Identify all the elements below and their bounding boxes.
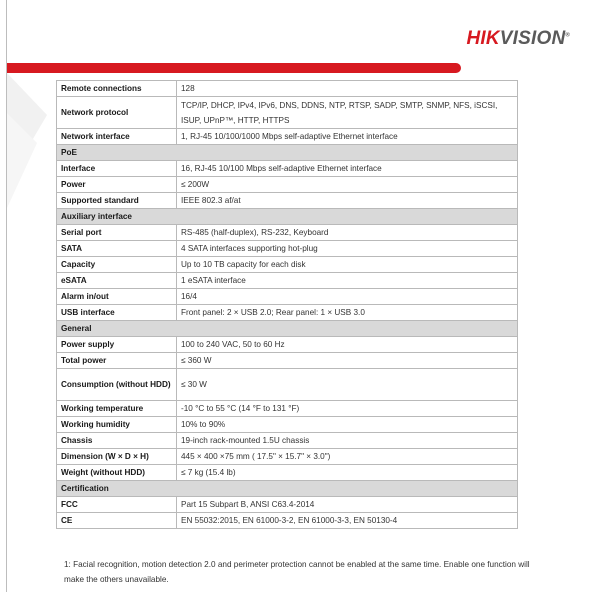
section-header-row <box>57 209 518 225</box>
section-header-label: Auxiliary interface <box>57 209 518 225</box>
spec-value: 16, RJ-45 10/100 Mbps self-adaptive Ethernet interface <box>177 161 518 177</box>
spec-key: Network interface <box>57 129 177 145</box>
spec-key: Consumption (without HDD) <box>57 369 177 401</box>
spec-value: -10 °C to 55 °C (14 °F to 131 °F) <box>177 401 518 417</box>
spec-table-body <box>57 81 518 529</box>
spec-row <box>57 353 518 369</box>
spec-row <box>57 465 518 481</box>
spec-key: CE <box>57 513 177 529</box>
spec-value: 16/4 <box>177 289 518 305</box>
spec-row <box>57 161 518 177</box>
spec-row <box>57 273 518 289</box>
logo-trademark: ® <box>565 32 570 39</box>
spec-value: Front panel: 2 × USB 2.0; Rear panel: 1 × USB 3.0 <box>177 305 518 321</box>
logo-part-vision: VISION <box>499 28 566 49</box>
spec-key: Total power <box>57 353 177 369</box>
section-header-row <box>57 321 518 337</box>
spec-row <box>57 433 518 449</box>
spec-value: 4 SATA interfaces supporting hot-plug <box>177 241 518 257</box>
spec-value: 19-inch rack-mounted 1.5U chassis <box>177 433 518 449</box>
spec-row <box>57 305 518 321</box>
spec-key: eSATA <box>57 273 177 289</box>
spec-key: Weight (without HDD) <box>57 465 177 481</box>
spec-key: Supported standard <box>57 193 177 209</box>
section-header-row <box>57 145 518 161</box>
spec-row <box>57 241 518 257</box>
spec-value: Part 15 Subpart B, ANSI C63.4-2014 <box>177 497 518 513</box>
spec-value: ≤ 7 kg (15.4 lb) <box>177 465 518 481</box>
spec-value: Up to 10 TB capacity for each disk <box>177 257 518 273</box>
section-header-row <box>57 481 518 497</box>
spec-row <box>57 289 518 305</box>
spec-key: Dimension (W × D × H) <box>57 449 177 465</box>
spec-value: 128 <box>177 81 518 97</box>
spec-value: 1, RJ-45 10/100/1000 Mbps self-adaptive Ethernet interface <box>177 129 518 145</box>
logo-part-hik: HIK <box>466 28 500 49</box>
spec-row <box>57 497 518 513</box>
spec-key: Alarm in/out <box>57 289 177 305</box>
spec-value: 1 eSATA interface <box>177 273 518 289</box>
spec-row <box>57 81 518 97</box>
spec-key: Working temperature <box>57 401 177 417</box>
spec-key: Network protocol <box>57 97 177 129</box>
section-header-label: General <box>57 321 518 337</box>
spec-row <box>57 513 518 529</box>
spec-value: EN 55032:2015, EN 61000-3-2, EN 61000-3-3, EN 50130-4 <box>177 513 518 529</box>
spec-key: Power <box>57 177 177 193</box>
page-left-rule <box>6 0 7 592</box>
spec-row <box>57 129 518 145</box>
spec-key: Working humidity <box>57 417 177 433</box>
brand-logo <box>466 28 570 50</box>
spec-row <box>57 177 518 193</box>
spec-value: 10% to 90% <box>177 417 518 433</box>
spec-value: ≤ 30 W <box>177 369 518 401</box>
header-red-bar <box>7 63 461 73</box>
spec-key: Interface <box>57 161 177 177</box>
spec-value: ≤ 200W <box>177 177 518 193</box>
spec-key: USB interface <box>57 305 177 321</box>
spec-value: RS-485 (half-duplex), RS-232, Keyboard <box>177 225 518 241</box>
spec-value: TCP/IP, DHCP, IPv4, IPv6, DNS, DDNS, NTP, RTSP, SADP, SMTP, SNMP, NFS, iSCSI, ISUP, UPnP™, HTTP, HTTPS <box>177 97 518 129</box>
section-header-label: Certification <box>57 481 518 497</box>
spec-value: 445 × 400 ×75 mm ( 17.5" × 15.7" × 3.0") <box>177 449 518 465</box>
spec-value: 100 to 240 VAC, 50 to 60 Hz <box>177 337 518 353</box>
decorative-triangles <box>7 73 51 223</box>
spec-key: Chassis <box>57 433 177 449</box>
spec-row <box>57 417 518 433</box>
spec-row <box>57 193 518 209</box>
spec-row <box>57 337 518 353</box>
spec-value: ≤ 360 W <box>177 353 518 369</box>
section-header-label: PoE <box>57 145 518 161</box>
spec-key: FCC <box>57 497 177 513</box>
spec-key: Serial port <box>57 225 177 241</box>
spec-row <box>57 369 518 401</box>
spec-value: IEEE 802.3 af/at <box>177 193 518 209</box>
spec-key: Capacity <box>57 257 177 273</box>
spec-key: SATA <box>57 241 177 257</box>
spec-table <box>56 80 518 529</box>
spec-row <box>57 257 518 273</box>
spec-row <box>57 449 518 465</box>
footnote: 1: Facial recognition, motion detection 2.0 and perimeter protection cannot be enabled at the same time. Enable one function will make the others unavailable. <box>64 560 530 584</box>
spec-key: Power supply <box>57 337 177 353</box>
spec-row <box>57 225 518 241</box>
spec-key: Remote connections <box>57 81 177 97</box>
spec-row <box>57 401 518 417</box>
spec-row <box>57 97 518 129</box>
